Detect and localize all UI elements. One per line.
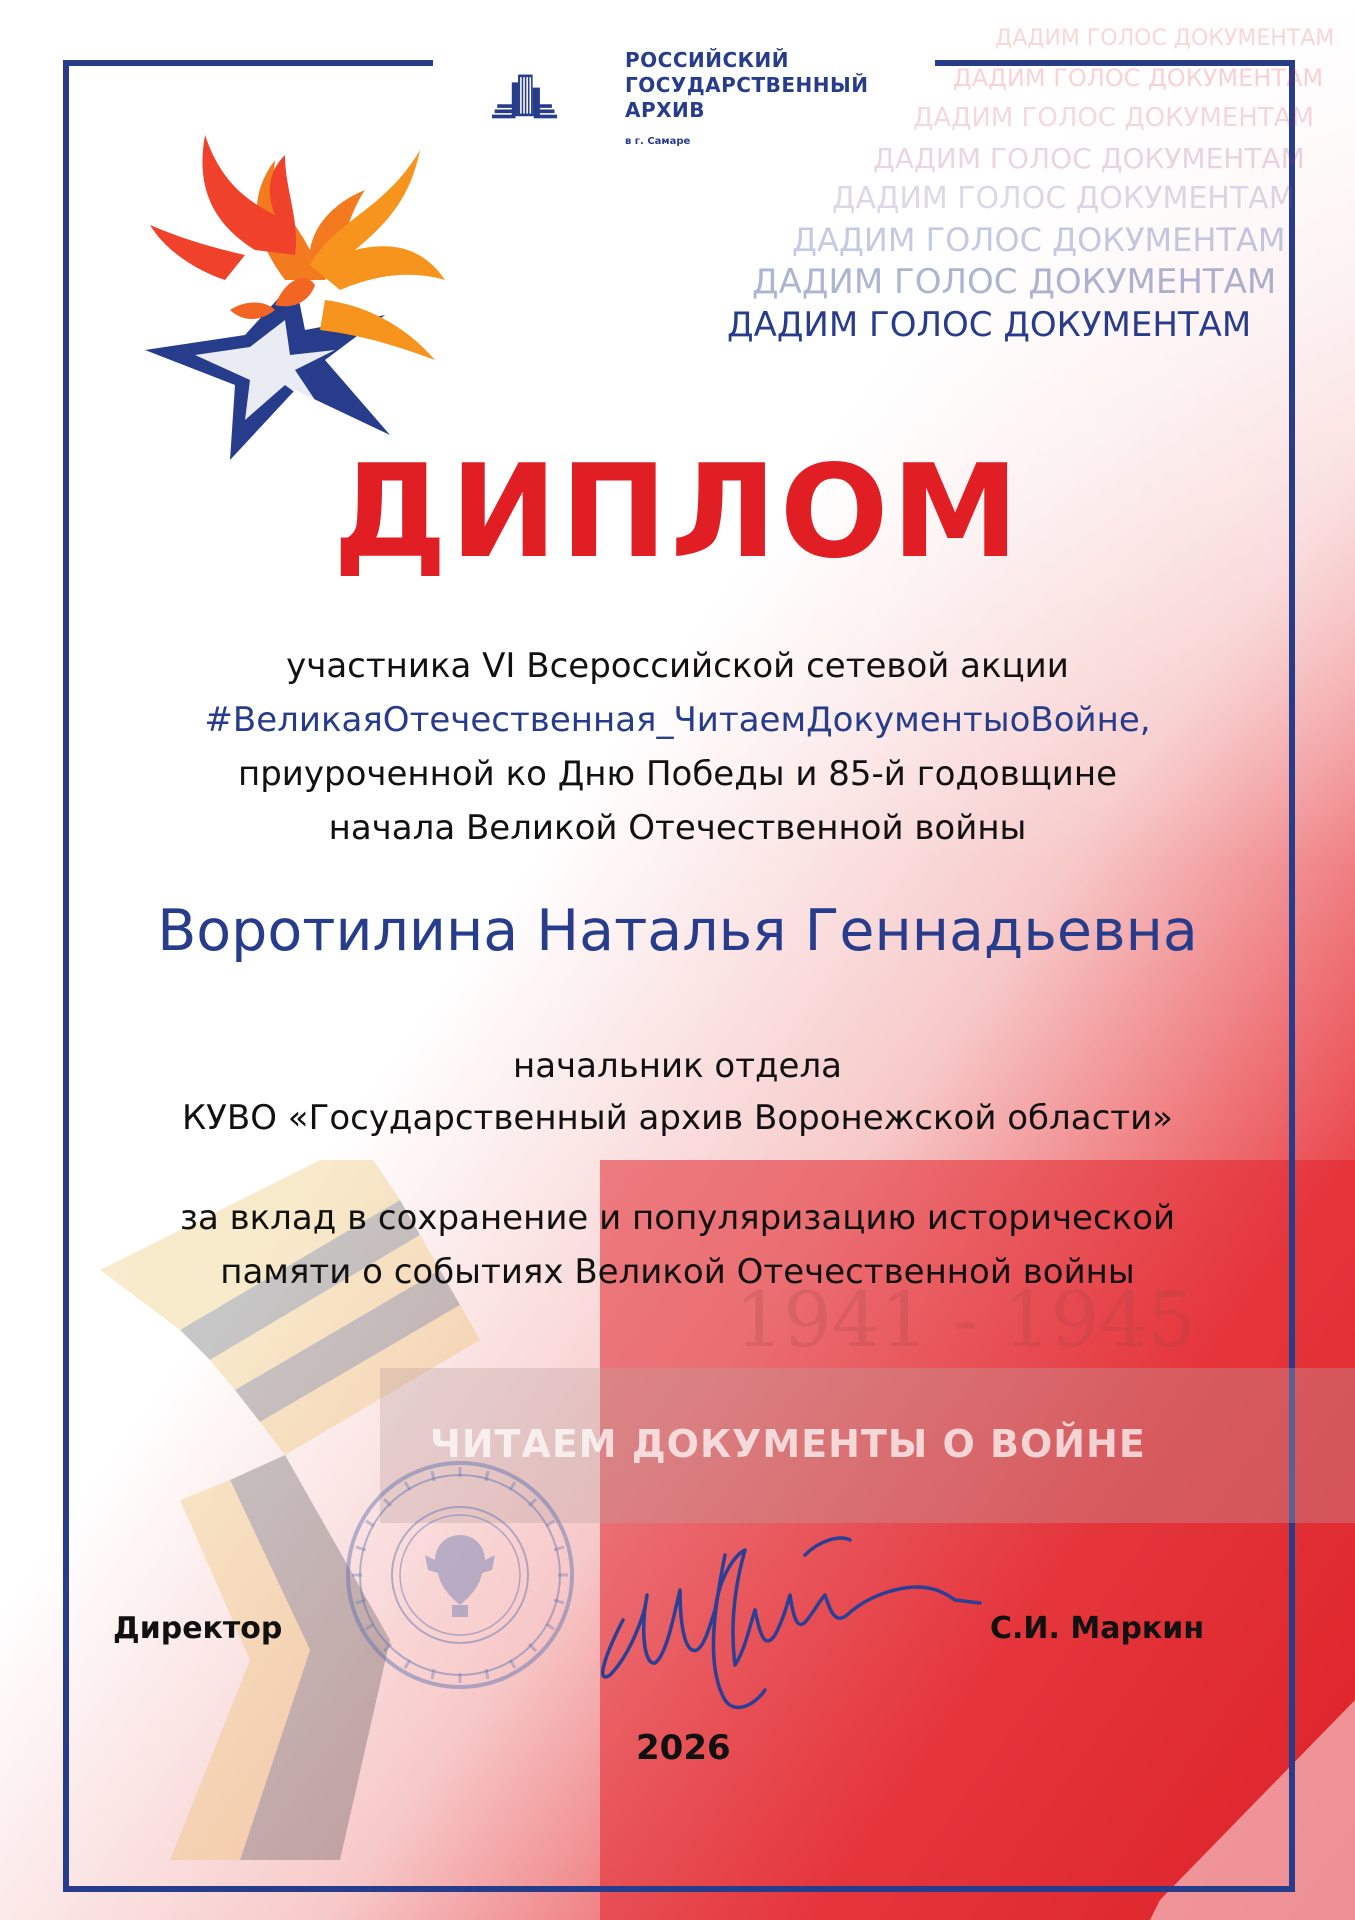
body-line-4: начала Великой Отечественной войны [328,808,1027,848]
recipient-organization: КУВО «Государственный архив Воронежской области» [182,1098,1173,1138]
slogan-echo-3: ДАДИМ ГОЛОС ДОКУМЕНТАМ [913,103,1314,133]
slogan-echo-2: ДАДИМ ГОЛОС ДОКУМЕНТАМ [953,64,1324,92]
frame-bottom [63,1886,1295,1892]
director-signature [585,1515,995,1715]
logo-line-2: ГОСУДАРСТВЕННЫЙ [625,73,869,97]
archive-logo-text [625,48,868,123]
diploma-title: ДИПЛОМ [333,438,1022,587]
recipient-name: Воротилина Наталья Геннадьевна [157,898,1198,964]
body-line-1: участника VI Всероссийской сетевой акции [286,646,1069,686]
logo-line-1: РОССИЙСКИЙ [625,48,789,72]
diploma-year: 2026 [636,1728,731,1768]
slogan-echo-1: ДАДИМ ГОЛОС ДОКУМЕНТАМ [995,26,1335,51]
slogan-echo-4: ДАДИМ ГОЛОС ДОКУМЕНТАМ [873,142,1305,175]
body-line-3: приуроченной ко Дню Победы и 85-й годовщине [238,754,1117,794]
eternal-flame-emblem [135,130,480,460]
recipient-position: начальник отдела [512,1046,843,1086]
frame-left [63,60,69,1892]
ribbon-text: ЧИТАЕМ ДОКУМЕНТЫ О ВОЙНЕ [430,1422,1146,1466]
logo-line-3: АРХИВ [625,98,706,122]
slogan-echo-7: ДАДИМ ГОЛОС ДОКУМЕНТАМ [752,262,1277,302]
reason-line-2: памяти о событиях Великой Отечественной войны [220,1252,1135,1292]
archive-building-logo [492,48,617,148]
reason-line-1: за вклад в сохранение и популяризацию исторической [179,1198,1176,1238]
frame-top-left [63,60,433,66]
logo-subtitle: в г. Самаре [625,136,691,147]
body-hashtag: #ВеликаяОтечественная_ЧитаемДокументыоВойне, [204,700,1151,740]
years-watermark: 1941 - 1945 [735,1275,1196,1364]
slogan-echo-6: ДАДИМ ГОЛОС ДОКУМЕНТАМ [792,221,1286,259]
signatory-name: С.И. Маркин [990,1611,1205,1646]
official-seal [340,1455,580,1695]
frame-right [1289,60,1295,1892]
slogan-echo-5: ДАДИМ ГОЛОС ДОКУМЕНТАМ [832,181,1295,216]
slogan-main: ДАДИМ ГОЛОС ДОКУМЕНТАМ [727,305,1252,345]
director-label: Директор [113,1611,283,1646]
